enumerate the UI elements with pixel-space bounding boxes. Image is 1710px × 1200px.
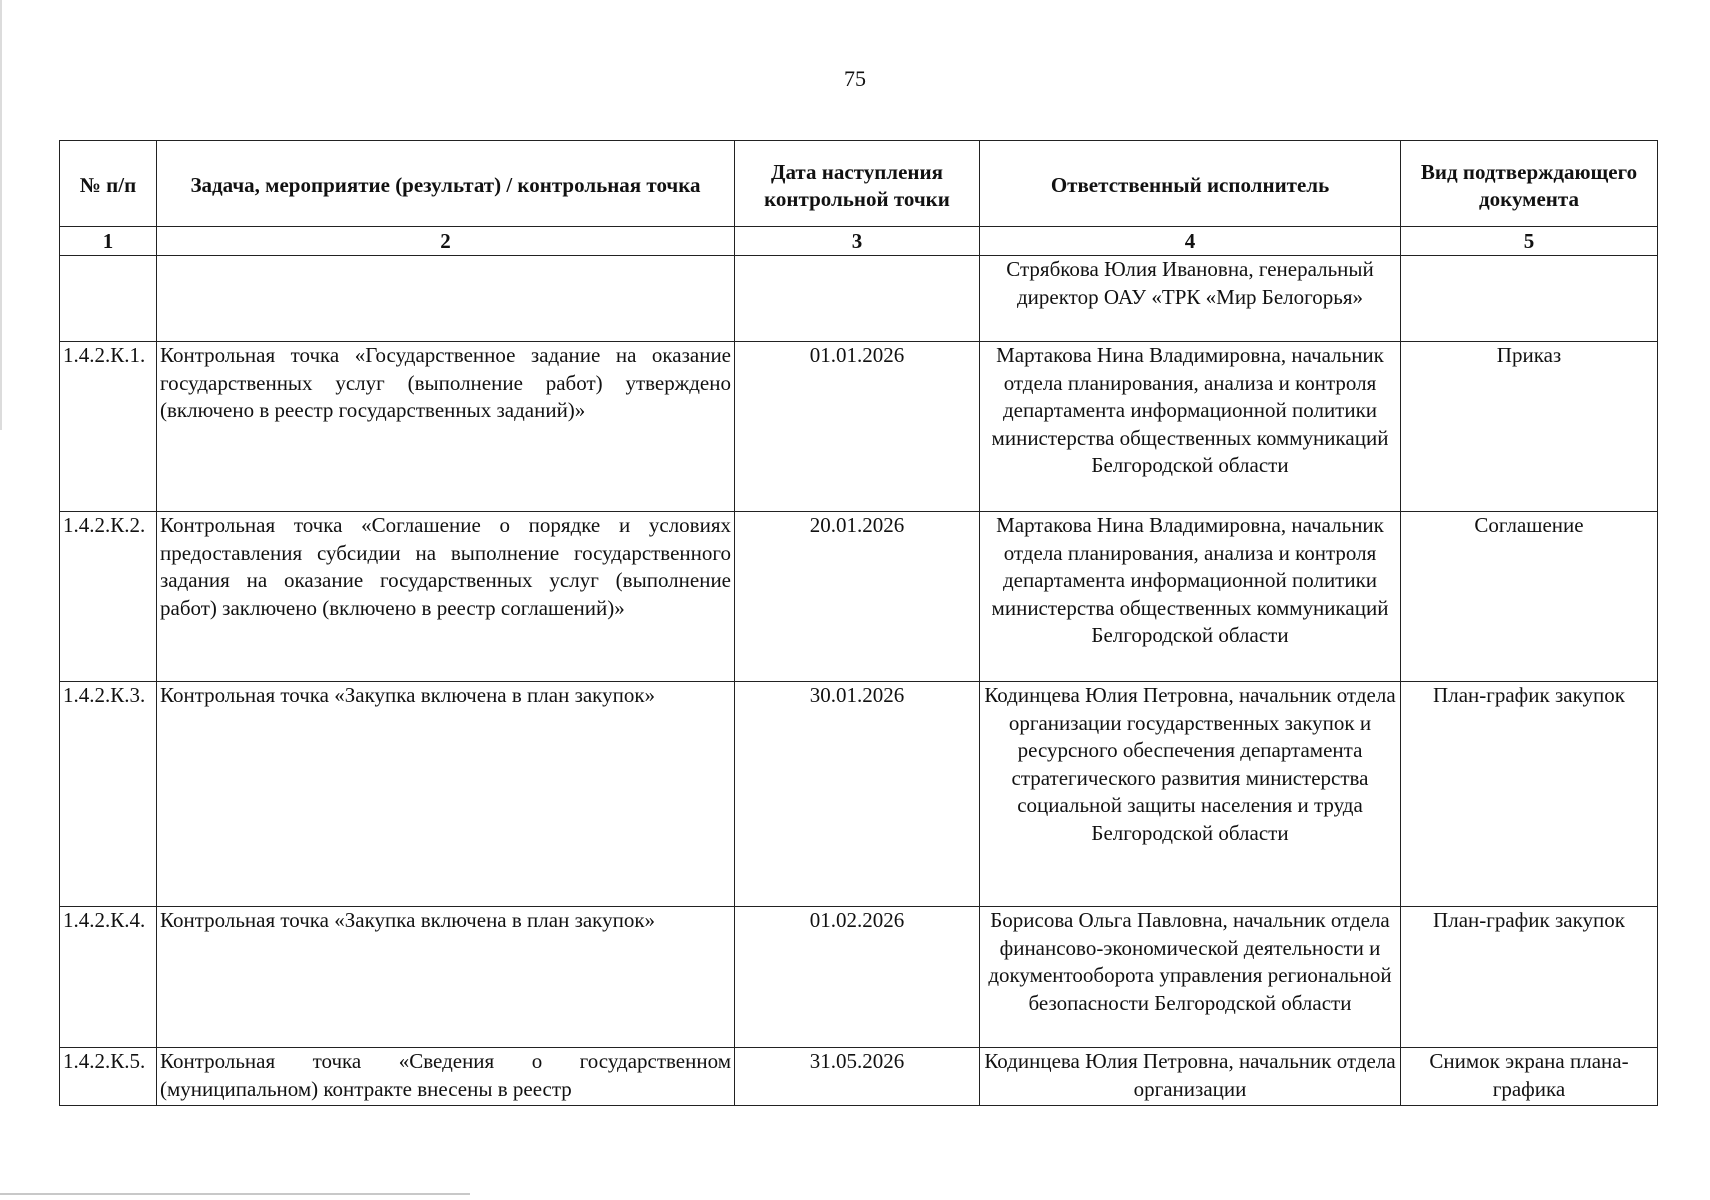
row-number: 1.4.2.К.3. [60,682,157,907]
table-row [60,907,1658,1048]
row-date: 31.05.2026 [735,1048,980,1106]
row-responsible: Кодинцева Юлия Петровна, начальник отдела организации государственных закупок и ресурсного обеспечения департамента стратегического развития министерства социальной защиты населения и труда Белгородской области [980,682,1401,907]
row-number: 1.4.2.К.1. [60,342,157,512]
column-number-row [60,227,1658,256]
row-responsible: Мартакова Нина Владимировна, начальник отдела планирования, анализа и контроля департамента информационной политики министерства общественных коммуникаций Белгородской области [980,512,1401,682]
row-document: Соглашение [1401,512,1658,682]
table-row [60,342,1658,512]
column-number: 4 [980,227,1401,256]
table-row [60,512,1658,682]
row-number: 1.4.2.К.4. [60,907,157,1048]
row-task [157,256,735,342]
row-task: Контрольная точка «Закупка включена в план закупок» [157,907,735,1048]
row-date [735,256,980,342]
row-task: Контрольная точка «Государственное задание на оказание государственных услуг (выполнение работ) утверждено (включено в реестр государственных заданий)» [157,342,735,512]
table-row [60,1048,1658,1106]
column-number: 1 [60,227,157,256]
header-date: Дата наступления контрольной точки [735,141,980,227]
row-document [1401,256,1658,342]
row-document: План-график закупок [1401,682,1658,907]
row-task: Контрольная точка «Сведения о государственном (муниципальном) контракте внесены в реестр [157,1048,735,1106]
column-number: 2 [157,227,735,256]
row-document: Снимок экрана плана-графика [1401,1048,1658,1106]
row-date: 01.02.2026 [735,907,980,1048]
header-responsible: Ответственный исполнитель [980,141,1401,227]
control-points-table [59,140,1658,1106]
row-task: Контрольная точка «Закупка включена в план закупок» [157,682,735,907]
row-responsible: Кодинцева Юлия Петровна, начальник отдела организации [980,1048,1401,1106]
row-responsible: Борисова Ольга Павловна, начальник отдела финансово-экономической деятельности и документооборота управления региональной безопасности Белгородской области [980,907,1401,1048]
column-number: 3 [735,227,980,256]
row-date: 30.01.2026 [735,682,980,907]
row-document: Приказ [1401,342,1658,512]
page-number: 75 [844,66,866,91]
table-row [60,682,1658,907]
row-number: 1.4.2.К.2. [60,512,157,682]
row-task: Контрольная точка «Соглашение о порядке и условиях предоставления субсидии на выполнение государственного задания на оказание государственных услуг (выполнение работ) заключено (включено в реестр соглашений)» [157,512,735,682]
row-responsible: Стрябкова Юлия Ивановна, генеральный директор ОАУ «ТРК «Мир Белогорья» [980,256,1401,342]
header-document: Вид подтверждающего документа [1401,141,1658,227]
row-number [60,256,157,342]
table-row [60,256,1658,342]
row-date: 01.01.2026 [735,342,980,512]
row-number: 1.4.2.К.5. [60,1048,157,1106]
scan-edge-line [0,1193,470,1195]
column-number: 5 [1401,227,1658,256]
scan-edge-line [0,0,2,430]
row-responsible: Мартакова Нина Владимировна, начальник отдела планирования, анализа и контроля департамента информационной политики министерства общественных коммуникаций Белгородской области [980,342,1401,512]
header-number: № п/п [60,141,157,227]
row-document: План-график закупок [1401,907,1658,1048]
row-date: 20.01.2026 [735,512,980,682]
header-task: Задача, мероприятие (результат) / контрольная точка [157,141,735,227]
table-header-row [60,141,1658,227]
